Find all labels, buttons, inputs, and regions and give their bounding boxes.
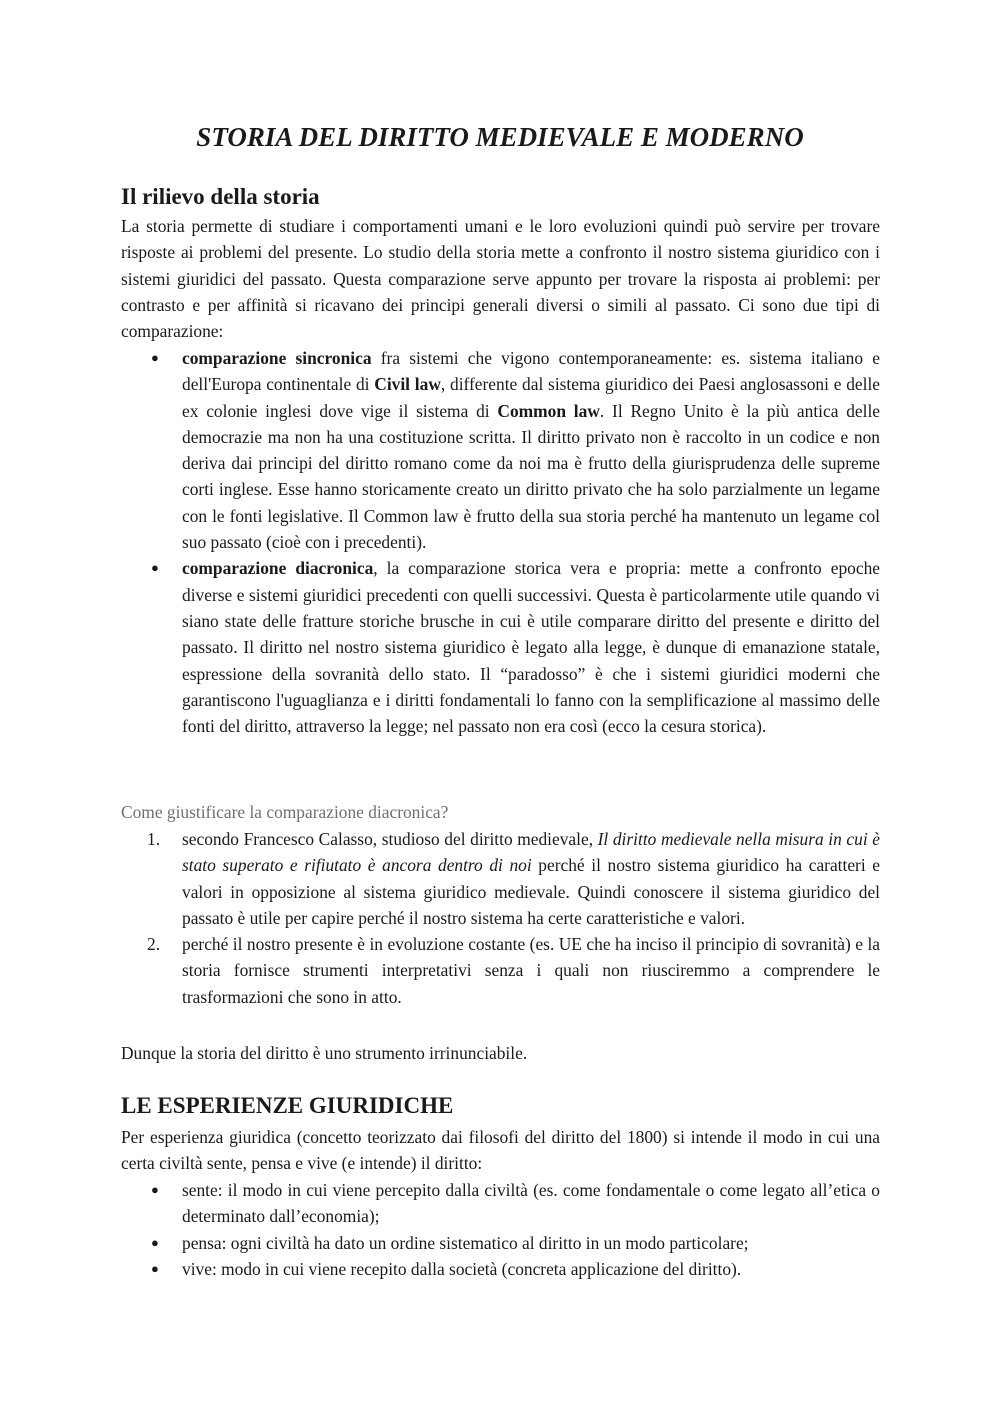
document-title: STORIA DEL DIRITTO MEDIEVALE E MODERNO: [196, 122, 804, 152]
bullet-icon: ●: [151, 1234, 159, 1250]
section-heading-rilievo: Il rilievo della storia: [121, 184, 320, 209]
bullet-icon: ●: [151, 560, 159, 576]
text-span: , la comparazione storica vera e propria: mette a confronto epoche diverse e sistemi giuridici precedenti con quelli successivi. Questa è particolarmente utile quando vi siano state delle fratture storiche brusche in cui è utile comparare diritto del presente e diritto del passato. Il diritto nel nostro sistema giuridico è legato alla legge, è dunque di emanazione statale, espressione della sovranità dello stato. Il “paradosso” è che i sistemi giuridici moderni che garantiscono l'uguaglianza e i diritti fondamentali lo fanno con la semplificazione al massimo delle fonti del diritto, attraverso la legge; nel passato non era così (ecco la cesura storica).: [182, 558, 880, 737]
list-item-evoluzione: [121, 931, 880, 1010]
comparison-types-list: [121, 345, 880, 739]
experience-list: [121, 1177, 880, 1282]
term-common-law: Common law: [497, 400, 600, 421]
text-span: perché il nostro presente è in evoluzione costante (es. UE che ha inciso il principio di sovranità) e la storia fornisce strumenti interpretativi senza i quali non riusciremmo a comprendere le trasformazioni che sono in atto.: [182, 934, 880, 1007]
experience-intro: Per esperienza giuridica (concetto teorizzato dai filosofi del diritto del 1800) si intende il modo in cui una certa civiltà sente, pensa e vive (e intende) il diritto:: [121, 1127, 880, 1174]
list-item-diacronica: [121, 555, 880, 739]
list-item-calasso: [121, 826, 880, 931]
list-item-sente: [121, 1177, 880, 1230]
text-span: pensa: ogni civiltà ha dato un ordine sistematico al diritto in un modo particolare;: [182, 1232, 749, 1253]
text-span: secondo Francesco Calasso, studioso del diritto medievale,: [182, 829, 598, 849]
list-item-pensa: [121, 1230, 880, 1256]
question-line: Come giustificare la comparazione diacronica?: [121, 802, 449, 822]
justification-list: [121, 826, 880, 1010]
intro-paragraph: La storia permette di studiare i comportamenti umani e le loro evoluzioni quindi può servire per trovare risposte ai problemi del presente. Lo studio della storia mette a confronto il nostro sistema giuridico con i sistemi giuridici del passato. Questa comparazione serve appunto per trovare la risposta ai problemi: per contrasto e per affinità si ricavano dei principi generali diversi o simili al passato. Ci sono due tipi di comparazione:: [121, 216, 880, 342]
list-item-sincronica: [121, 345, 880, 555]
calasso-quote: Il diritto medievale nella misura in cui è stato superato e rifiutato è ancora dentro di noi: [182, 829, 880, 876]
conclusion-line: Dunque la storia del diritto è uno strumento irrinunciabile.: [121, 1043, 528, 1063]
list-number: 1.: [147, 829, 161, 849]
text-span: sente: il modo in cui viene percepito dalla civiltà (es. come fondamentale o come legato all’etica o determinato dall’economia);: [182, 1180, 880, 1227]
list-number: 2.: [147, 934, 161, 955]
term-civil-law: Civil law: [374, 374, 441, 395]
term-diacronica: comparazione diacronica: [182, 558, 374, 579]
text-span: perché il nostro sistema giuridico ha caratteri e valori in opposizione al sistema giuridico medievale. Quindi conoscere il sistema giuridico del passato è utile per capire perché il nostro sistema ha certe caratteristiche e valori.: [182, 855, 880, 928]
text-span: fra sistemi che vigono contemporaneamente: es. sistema italiano e dell'Europa continentale di: [182, 348, 880, 395]
text-span: , differente dal sistema giuridico dei Paesi anglosassoni e delle ex colonie inglesi dove vige il sistema di: [182, 374, 880, 421]
term-sincronica: comparazione sincronica: [182, 348, 372, 368]
list-item-vive: [121, 1256, 880, 1282]
text-span: . Il Regno Unito è la più antica delle democrazie ma non ha una costituzione scritta. Il diritto privato non è raccolto in un codice e non deriva dai principi del diritto romano come da noi ma è frutto della giurisprudenza delle supreme corti inglese. Esse hanno storicamente creato un diritto privato che ha solo parzialmente un legame con le fonti legislative. Il Common law è frutto della sua storia perché ha mantenuto un legame col suo passato (cioè con i precedenti).: [182, 400, 881, 553]
bullet-icon: ●: [151, 350, 159, 365]
text-span: vive: modo in cui viene recepito dalla società (concreta applicazione del diritto).: [182, 1258, 742, 1279]
bullet-icon: ●: [151, 1260, 159, 1276]
bullet-icon: ●: [151, 1182, 159, 1197]
section-heading-esperienze: LE ESPERIENZE GIURIDICHE: [121, 1093, 454, 1118]
